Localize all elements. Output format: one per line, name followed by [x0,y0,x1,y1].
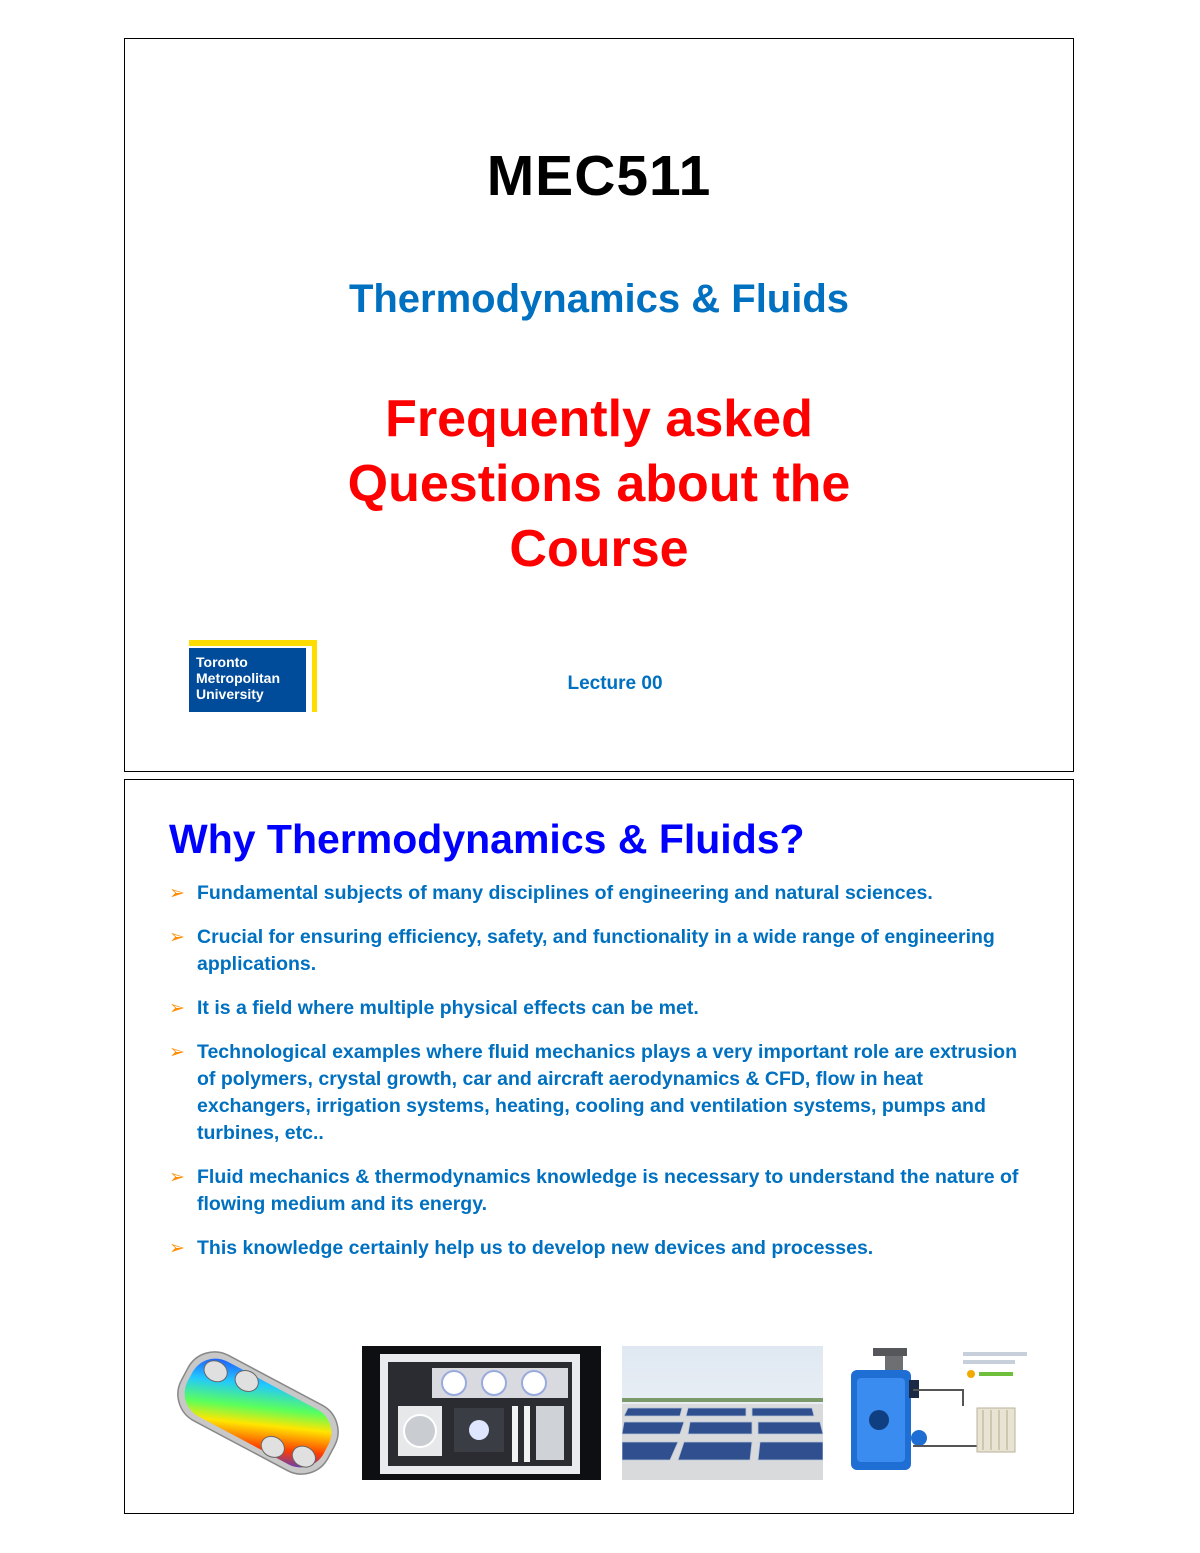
bullet-item [169,995,1029,1022]
course-code: MEC511 [486,144,712,208]
arrow-bullet-icon: ➢ [169,1237,185,1259]
course-title: Thermodynamics & Fluids [348,277,850,321]
arrow-bullet-icon: ➢ [169,1166,185,1188]
bullet-item [169,924,1029,978]
bullet-item [169,880,1029,907]
faq-title [125,387,1073,582]
bullet-item [169,1235,1029,1262]
arrow-bullet-icon: ➢ [169,1041,185,1063]
title-slide [124,38,1074,772]
faq-title-line: Frequently asked [385,390,813,448]
faq-title-line: Questions about the [347,455,851,513]
why-slide [124,779,1074,1514]
logo-line: Toronto [196,654,248,670]
heat-exchanger-plate-cfd-image [163,1346,353,1480]
bullet-text: This knowledge certainly help us to develop new devices and processes. [197,1237,874,1259]
home-heating-boiler-diagram-image [843,1346,1035,1480]
arrow-bullet-icon: ➢ [169,997,185,1019]
lecture-label: Lecture 00 [567,673,663,694]
slide-title: Why Thermodynamics & Fluids? [169,816,805,862]
solar-panels-image [622,1346,823,1480]
arrow-bullet-icon: ➢ [169,882,185,904]
bullet-text: Technological examples where fluid mechanics plays a very important role are extrusion of polymers, crystal growth, car and aircraft aerodynamics & CFD, flow in heat exchangers, irrigation systems, heating, cooling and ventilation systems, pumps and turbines, etc.. [197,1041,1018,1144]
logo-line: Metropolitan [196,670,280,686]
bullet-text: It is a field where multiple physical effects can be met. [197,997,699,1019]
university-logo [189,640,317,712]
logo-line: University [196,686,264,702]
faq-title-line: Course [509,520,689,578]
bullet-text: Fluid mechanics & thermodynamics knowledge is necessary to understand the nature of flowing medium and its energy. [197,1166,1019,1215]
bullet-item [169,1039,1029,1147]
bullet-text: Crucial for ensuring efficiency, safety, and functionality in a wide range of engineering applications. [197,926,995,975]
pc-liquid-cooling-image [362,1346,601,1480]
bullet-item [169,1164,1029,1218]
arrow-bullet-icon: ➢ [169,926,185,948]
bullet-list [169,880,1029,1279]
bullet-text: Fundamental subjects of many disciplines of engineering and natural sciences. [197,882,933,904]
